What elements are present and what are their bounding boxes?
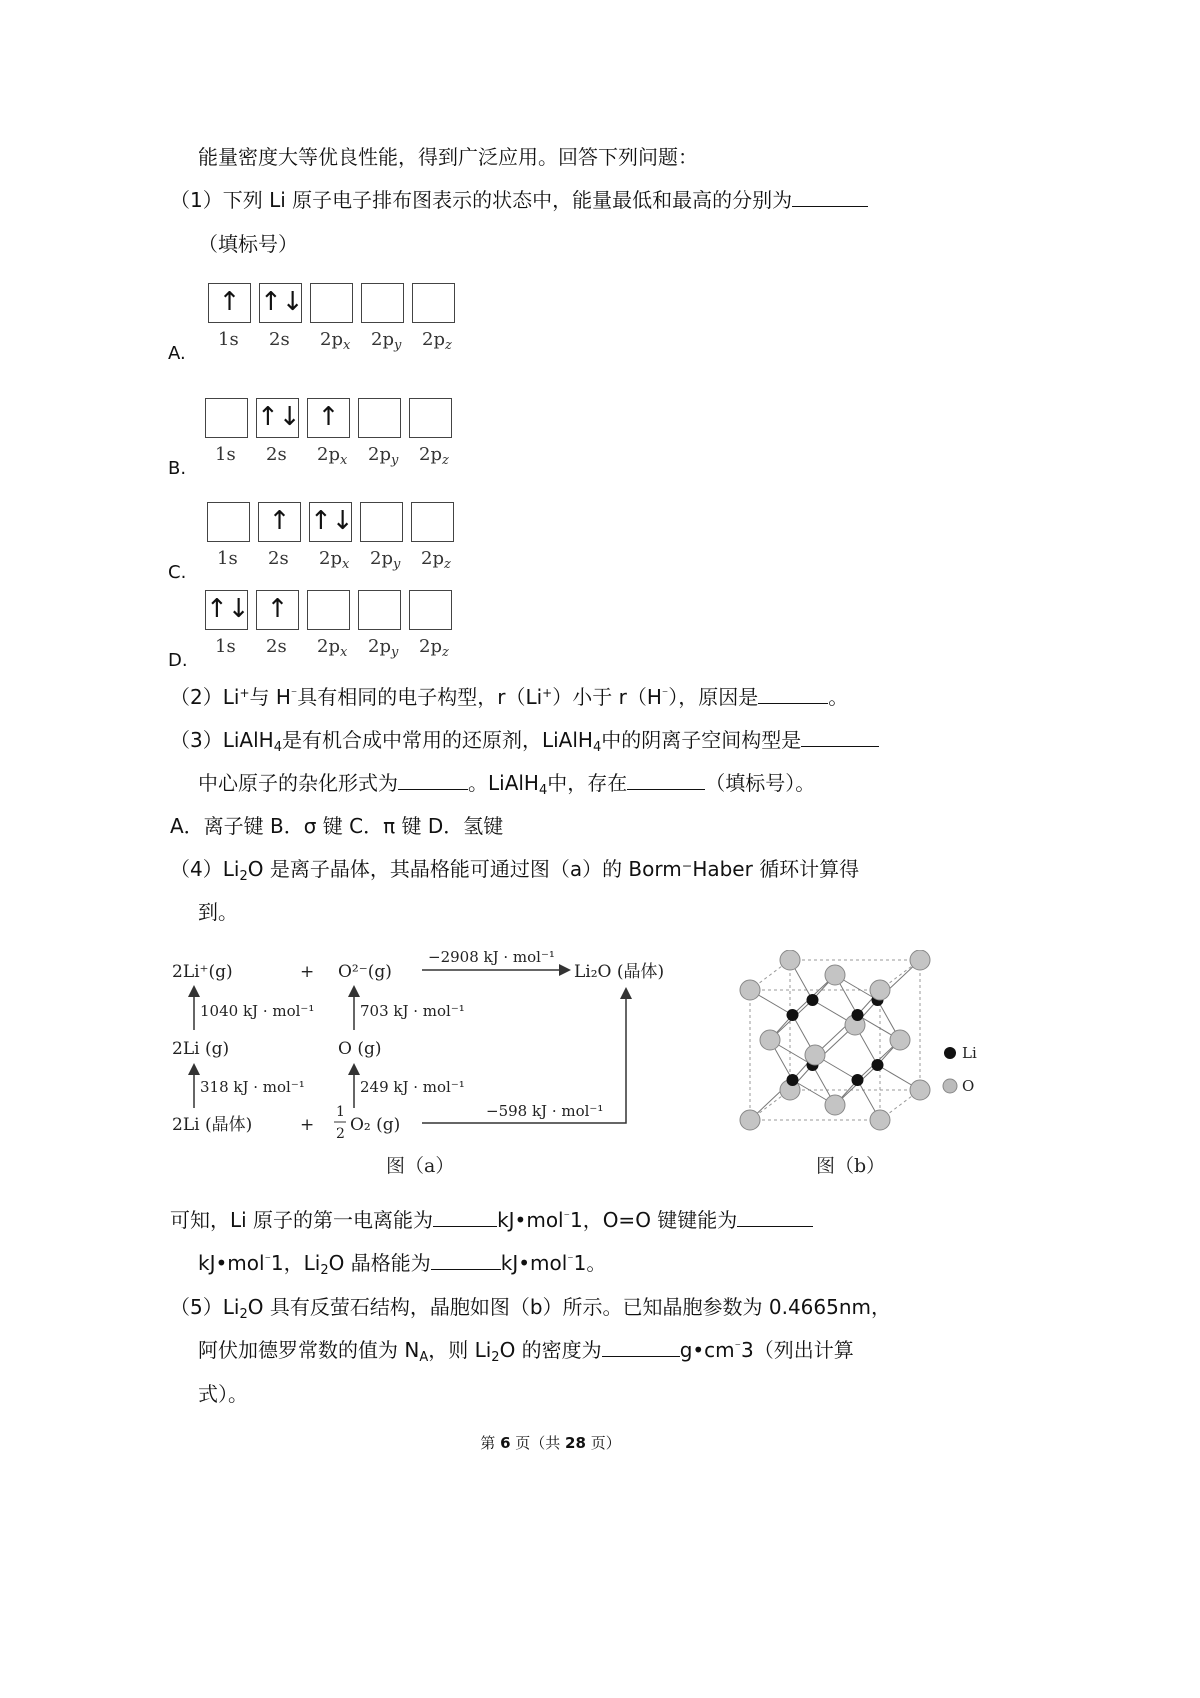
bh-o2minus: O²⁻(g) [338, 962, 392, 982]
orbital-box: ↑↓ [309, 502, 352, 542]
orbital-label: $2p_x$ [317, 636, 348, 660]
orbital-label: $2p_y$ [368, 636, 399, 660]
q5-sub: 2 [239, 1307, 248, 1322]
q3-choices: A．离子键 B．σ 键 C．π 键 D．氢键 [170, 814, 504, 838]
q4-part: kJ•mol [198, 1251, 265, 1275]
footer-part: 页（共 [510, 1434, 566, 1452]
orbital-label: $2p_z$ [421, 548, 451, 572]
q4-blank-lattice[interactable] [431, 1249, 501, 1270]
q3-blank-hybrid[interactable] [398, 769, 468, 790]
legend-li: Li [962, 1044, 977, 1062]
li-atom [872, 1059, 884, 1071]
q2-part: 具有相同的电子构型，r（Li [297, 685, 543, 709]
q4-part: O 晶格能为 [328, 1251, 431, 1275]
bh-half-den: 2 [336, 1126, 345, 1142]
q4-sub: 2 [320, 1263, 329, 1278]
q4-sup: ⁻ [264, 1252, 271, 1266]
q4-dash: ⁻ [681, 857, 693, 881]
bh-2li-s: 2Li (晶体) [172, 1115, 253, 1135]
legend-o: O [962, 1077, 975, 1095]
option-label: A. [168, 343, 186, 364]
q2-part: （2）Li [170, 685, 240, 709]
q4-sub: 2 [239, 869, 248, 884]
q3-line1 [170, 726, 879, 754]
q4-sup: ⁻ [563, 1209, 570, 1223]
o-atom [740, 980, 760, 1000]
bh-plus: + [300, 962, 315, 982]
q2-blank[interactable] [758, 683, 828, 704]
q3-line2 [198, 769, 815, 797]
bh-2li-plus: 2Li⁺(g) [172, 962, 233, 982]
orbital-box [358, 590, 401, 630]
orbital-box: ↑↓ [205, 590, 248, 630]
orbital-box: ↑ [208, 283, 251, 323]
orbital-label: $2p_z$ [422, 329, 452, 353]
page-footer [0, 1432, 1101, 1453]
q4-after1 [170, 1206, 813, 1234]
bh-2li-g: 2Li (g) [172, 1039, 230, 1059]
orbital-label: $2p_y$ [371, 329, 402, 353]
o-atom [910, 1080, 930, 1100]
bh-formation: −598 kJ · mol⁻¹ [486, 1102, 604, 1120]
orbital-label: $2p_x$ [320, 329, 351, 353]
legend-o-marker [943, 1079, 957, 1093]
orbital-label: 1s [215, 444, 236, 465]
q4-part: Haber 循环计算得 [692, 857, 860, 881]
q3-blank-shape[interactable] [801, 726, 879, 747]
q5-part: 阿伏加德罗常数的值为 N [198, 1338, 420, 1362]
orbital-label: $2p_y$ [368, 444, 399, 468]
q4-part: （4）Li [170, 857, 240, 881]
q4-part: kJ•mol [500, 1251, 568, 1275]
option-label: B. [168, 458, 187, 479]
orbital-label: 2s [268, 548, 289, 569]
bh-half-num: 1 [336, 1104, 345, 1120]
orbital-box [310, 283, 353, 323]
q3-sub: 4 [592, 740, 602, 755]
li-atom [807, 994, 819, 1006]
orbital-box [409, 590, 452, 630]
q5-sup: ⁻ [734, 1339, 742, 1353]
legend-li-marker [944, 1047, 956, 1059]
orbital-label: $2p_x$ [319, 548, 350, 572]
orbital-box: ↑↓ [256, 398, 299, 438]
bh-o2: O₂ (g) [350, 1115, 401, 1135]
o-atom [870, 980, 890, 1000]
q3-sub: 4 [538, 783, 548, 798]
q4-part: 可知，Li 原子的第一电离能为 [170, 1208, 434, 1232]
q2-part: ）小于 r（H [552, 685, 662, 709]
q4-part: 1，O=O 键键能为 [569, 1208, 738, 1232]
q4-sup: ⁻ [567, 1252, 574, 1266]
q4-part: 1。 [573, 1251, 607, 1275]
o-atom [890, 1030, 910, 1050]
q3-sub: 4 [273, 740, 282, 755]
orbital-box [307, 590, 350, 630]
q5-part: O 的密度为 [499, 1338, 602, 1362]
orbital-label: 2s [269, 329, 290, 350]
li-atom [787, 1074, 799, 1086]
li-atom [852, 1009, 864, 1021]
orbital-box: ↑ [307, 398, 350, 438]
o-atom [825, 965, 845, 985]
q4-blank-ie[interactable] [433, 1206, 497, 1227]
o-atom [805, 1045, 825, 1065]
li-atom [852, 1074, 864, 1086]
q2-sup: + [542, 686, 553, 700]
q5-line2 [198, 1336, 854, 1364]
bh-o-g: O (g) [338, 1039, 382, 1059]
q5-line3: 式）。 [198, 1382, 248, 1406]
q4-blank-bond[interactable] [737, 1206, 813, 1227]
q4-after2 [198, 1249, 606, 1277]
option-label: C. [168, 562, 187, 583]
orbital-label: $2p_z$ [419, 636, 449, 660]
q2-part: ），原因是 [668, 685, 759, 709]
orbital-box: ↑ [256, 590, 299, 630]
q5-part: O 具有反萤石结构，晶胞如图（b）所示。已知晶胞参数为 0.4665nm， [247, 1295, 892, 1319]
bh-ie: 1040 kJ · mol⁻¹ [200, 1002, 315, 1020]
orbital-box: ↑ [258, 502, 301, 542]
q5-sub: A [419, 1350, 429, 1365]
q4-line1 [170, 855, 859, 883]
o-atom [825, 1095, 845, 1115]
footer-page: 6 [500, 1434, 511, 1452]
orbital-label: $2p_z$ [419, 444, 449, 468]
q1-blank[interactable] [792, 186, 868, 207]
q5-blank-density[interactable] [602, 1336, 680, 1357]
bh-lattice-label: −2908 kJ · mol⁻¹ [428, 948, 555, 966]
q2-text [170, 683, 848, 711]
q5-part: ，则 Li [428, 1338, 492, 1362]
q5-part: g•cm [679, 1338, 735, 1362]
orbital-box [361, 283, 404, 323]
q3-part: 中的阴离子空间构型是 [601, 728, 802, 752]
q4-part: O 是离子晶体，其晶格能可通过图（a）的 Borm [247, 857, 682, 881]
orbital-label: 1s [215, 636, 236, 657]
q4-part: 1，Li [270, 1251, 321, 1275]
q1-question: （1）下列 Li 原子电子排布图表示的状态中，能量最低和最高的分别为 [170, 188, 793, 212]
born-haber-diagram [160, 940, 700, 1180]
q3-part: 中心原子的杂化形式为 [198, 771, 398, 795]
orbital-label: 1s [217, 548, 238, 569]
q3-part: （填标号）。 [705, 771, 816, 795]
orbital-box [358, 398, 401, 438]
orbital-label: 2s [266, 444, 287, 465]
o-atom [780, 950, 800, 970]
orbital-label: 2s [266, 636, 287, 657]
q4-part: kJ•mol [497, 1208, 564, 1232]
q3-part: 中，存在 [547, 771, 628, 795]
orbital-box [411, 502, 454, 542]
o-atom [870, 1110, 890, 1130]
option-label: D. [168, 650, 188, 671]
q2-sup: ⁻ [661, 686, 669, 700]
q2-sup: ⁻ [290, 686, 298, 700]
q5-line1 [170, 1293, 891, 1321]
orbital-box [205, 398, 248, 438]
unit-cell-diagram [728, 950, 988, 1180]
li-atom [787, 1009, 799, 1021]
q3-part: 。LiAlH [468, 771, 539, 795]
orbital-box: ↑↓ [259, 283, 302, 323]
footer-part: 页） [585, 1434, 621, 1452]
footer-part: 第 [480, 1434, 501, 1452]
q2-part: 与 H [249, 685, 291, 709]
bh-sub: 318 kJ · mol⁻¹ [200, 1078, 305, 1096]
fig-b-caption: 图（b） [816, 1155, 886, 1177]
q5-sub: 2 [491, 1350, 500, 1365]
q1-text [170, 186, 868, 214]
q5-part: 3（列出计算 [741, 1338, 854, 1362]
q1-hint: （填标号） [198, 232, 298, 256]
orbital-label: 1s [218, 329, 239, 350]
footer-total: 28 [565, 1434, 586, 1452]
q5-part: （5）Li [170, 1295, 240, 1319]
bh-li2o: Li₂O (晶体) [574, 962, 665, 982]
bh-diss: 249 kJ · mol⁻¹ [360, 1078, 465, 1096]
orbital-box [409, 398, 452, 438]
fig-a-caption: 图（a） [386, 1155, 455, 1177]
bh-plus2: + [300, 1115, 315, 1135]
intro-line: 能量密度大等优良性能，得到广泛应用。回答下列问题： [198, 145, 698, 169]
o-atom [910, 950, 930, 970]
o-atom [760, 1030, 780, 1050]
orbital-box [412, 283, 455, 323]
orbital-label: $2p_y$ [370, 548, 401, 572]
orbital-box [360, 502, 403, 542]
o-atom [740, 1110, 760, 1130]
q2-sup: + [239, 686, 250, 700]
bh-ea: 703 kJ · mol⁻¹ [360, 1002, 465, 1020]
q4-line2: 到。 [198, 900, 238, 924]
q3-part: （3）LiAlH [170, 728, 274, 752]
orbital-box [207, 502, 250, 542]
q2-part: 。 [828, 685, 849, 709]
orbital-label: $2p_x$ [317, 444, 348, 468]
q3-blank-bonds[interactable] [627, 769, 705, 790]
q3-part: 是有机合成中常用的还原剂，LiAlH [281, 728, 593, 752]
